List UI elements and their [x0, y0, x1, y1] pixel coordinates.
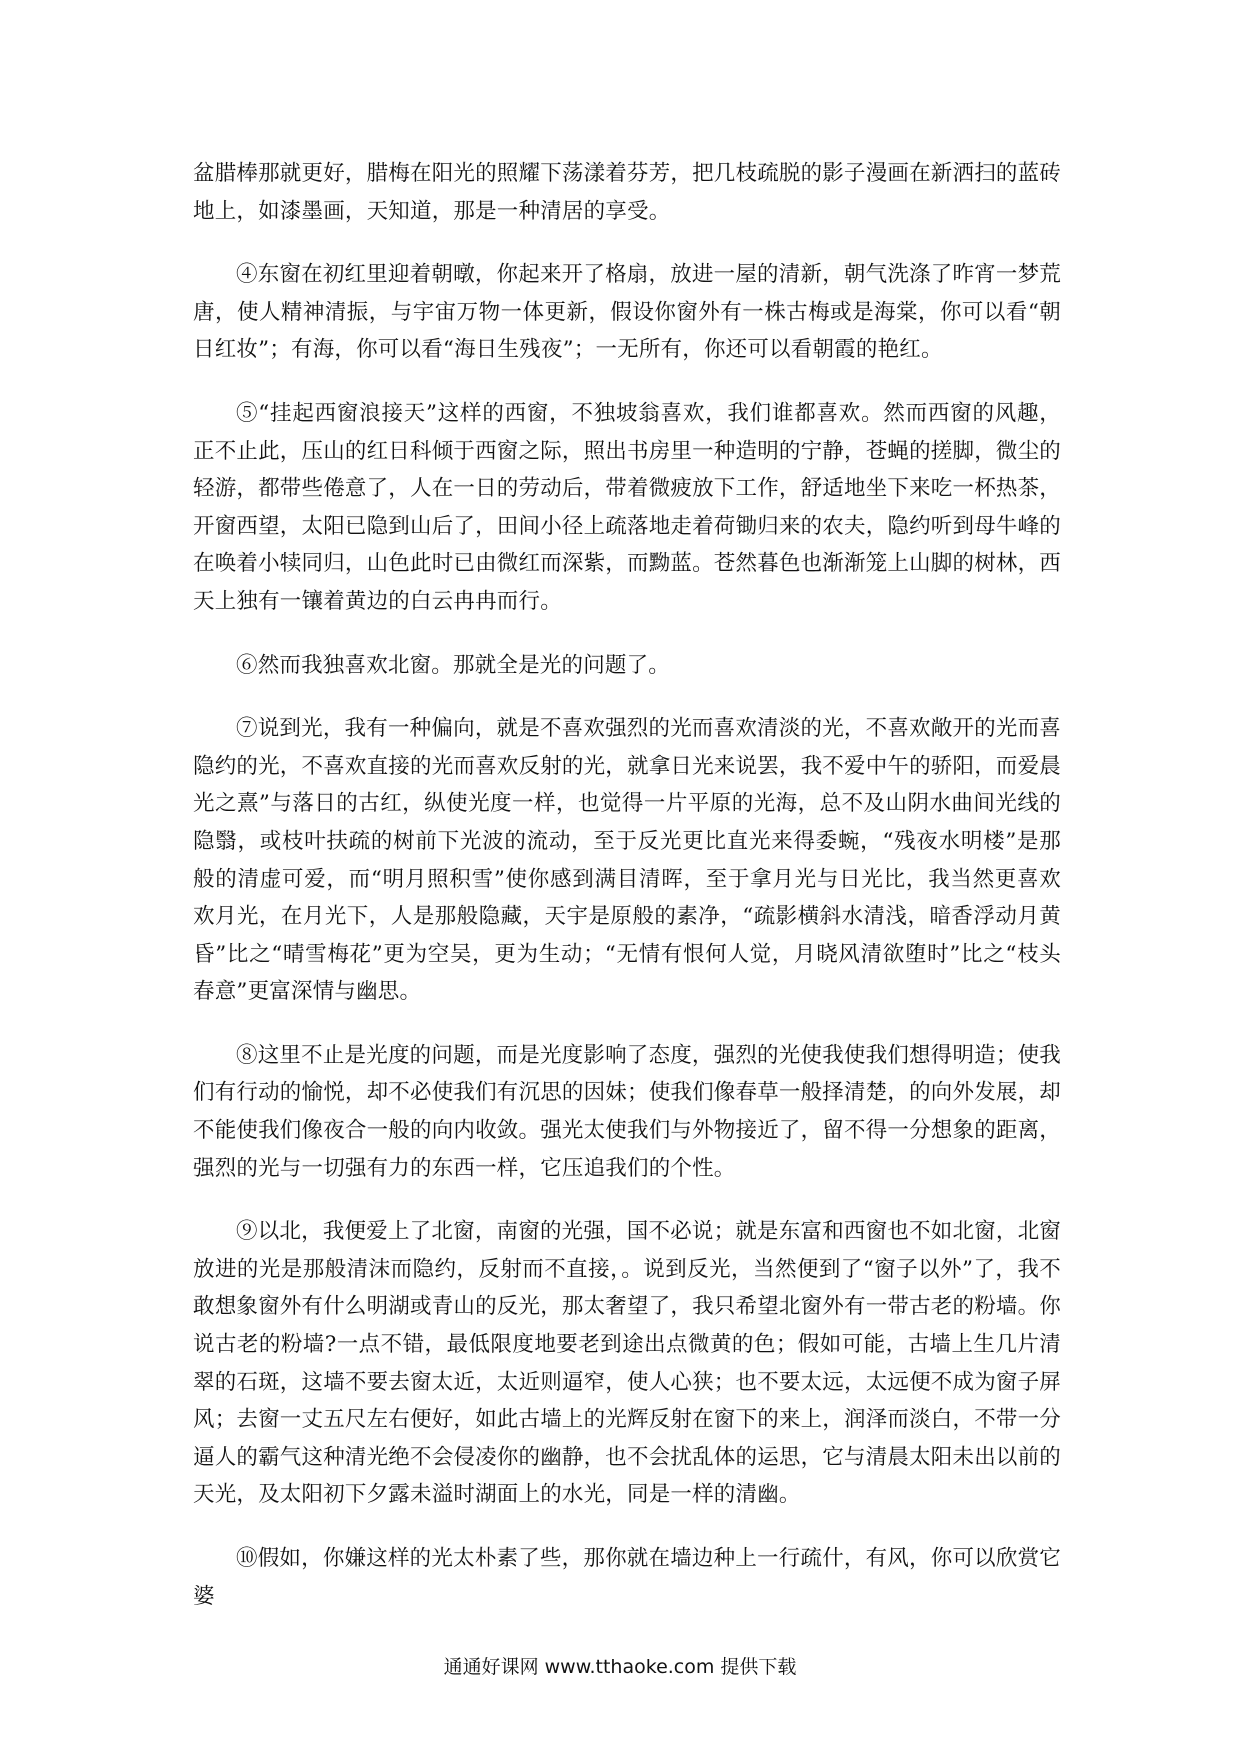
- paragraph-4: ④东窗在初红里迎着朝暾，你起来开了格扇，放进一屋的清新，朝气洗涤了昨宵一梦荒唐，使人精神清振，与宇宙万物一体更新，假设你窗外有一株古梅或是海棠，你可以看“朝日红妆”；有海，你可以看“海日生残夜”；一无所有，你还可以看朝霞的艳红。: [193, 262, 1061, 363]
- article-body: [193, 155, 1061, 1641]
- paragraph-9: ⑨以北，我便爱上了北窗，南窗的光强，国不必说；就是东富和西窗也不如北窗，北窗放进的光是那般清沫而隐约，反射而不直接，。说到反光，当然便到了“窗子以外”了，我不敢想象窗外有什么明湖或青山的反光，那太奢望了，我只希望北窗外有一带古老的粉墙。你说古老的粉墙?一点不错，最低限度地要老到途出点微黄的色；假如可能，古墙上生几片清翠的石斑，这墙不要去窗太近，太近则逼窄，使人心狭；也不要太远，太远便不成为窗子屏风；去窗一丈五尺左右便好，如此古墙上的光辉反射在窗下的来上，润泽而淡白，不带一分逼人的霸气这种清光绝不会侵凌你的幽静，也不会扰乱体的运思，它与清晨太阳未出以前的天光，及太阳初下夕露未溢时湖面上的水光，同是一样的清幽。: [193, 1219, 1062, 1508]
- paragraph-10: ⑩假如，你嫌这样的光太朴素了些，那你就在墙边种上一行疏什，有风，你可以欣赏它婆: [193, 1546, 1061, 1609]
- page-footer: 通通好课网 www.tthaoke.com 提供下载: [443, 1656, 797, 1678]
- paragraph-5: ⑤“挂起西窗浪接天”这样的西窗，不独坡翁喜欢，我们谁都喜欢。然而西窗的风趣，正不止此，压山的红日科倾于西窗之际，照出书房里一种造明的宁静，苍蝇的搓脚，微尘的轻游，都带些倦意了，人在一日的劳动后，带着微疲放下工作，舒适地坐下来吃一杯热茶，开窗西望，太阳已隐到山后了，田间小径上疏落地走着荷锄归来的农夫，隐约听到母牛峰的在唤着小犊同归，山色此时已由微红而深紫，而黝蓝。苍然暮色也渐渐笼上山脚的树林，西天上独有一镶着黄边的白云冉冉而行。: [193, 400, 1062, 614]
- paragraph-6: ⑥然而我独喜欢北窗。那就全是光的问题了。: [236, 652, 671, 678]
- paragraph-continued: 盆腊棒那就更好，腊梅在阳光的照耀下荡漾着芬芳，把几枝疏脱的影子漫画在新洒扫的蓝砖地上，如漆墨画，天知道，那是一种清居的享受。: [193, 161, 1062, 224]
- paragraph-8: ⑧这里不止是光度的问题，而是光度影响了态度，强烈的光使我使我们想得明造；使我们有行动的愉悦，却不必使我们有沉思的因妹；使我们像春草一般择清楚，的向外发展，却不能使我们像夜合一般的向内收敛。强光太使我们与外物接近了，留不得一分想象的距离，强烈的光与一切强有力的东西一样，它压追我们的个性。: [193, 1042, 1062, 1181]
- paragraph-7: ⑦说到光，我有一种偏向，就是不喜欢强烈的光而喜欢清淡的光，不喜欢敞开的光而喜隐约的光，不喜欢直接的光而喜欢反射的光，就拿日光来说罢，我不爱中午的骄阳，而爱晨光之熹”与落日的古红，纵使光度一样，也觉得一片平原的光海，总不及山阴水曲间光线的隐翳，或枝叶扶疏的树前下光波的流动，至于反光更比直光来得委蜿，“残夜水明楼”是那般的清虚可爱，而“明月照积雪”使你感到满目清晖，至于拿月光与日光比，我当然更喜欢欢月光，在月光下，人是那般隐藏，天宇是原般的素净，“疏影横斜水清浅，暗香浮动月黄昏”比之“晴雪梅花”更为空吴，更为生动；“无情有恨何人觉，月晓风清欲堕时”比之“枝头春意”更富深情与幽思。: [193, 716, 1062, 1005]
